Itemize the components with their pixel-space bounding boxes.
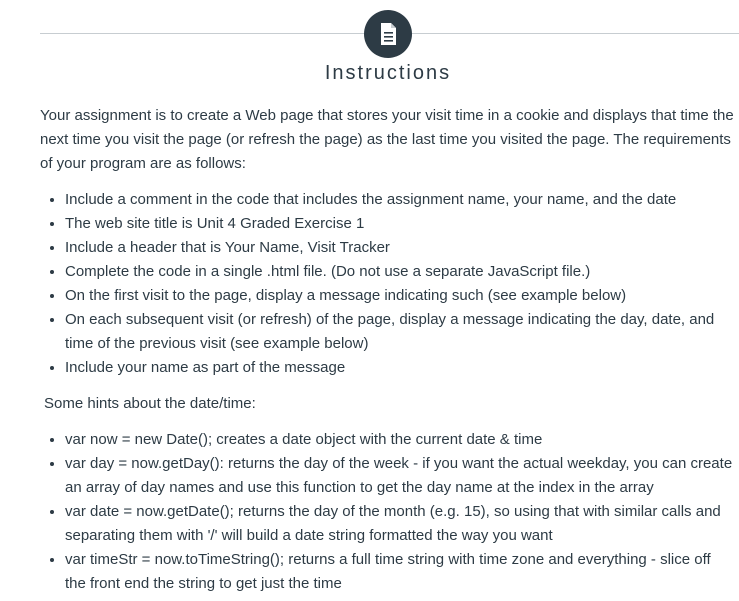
hint-item: • var timeStr = now.toTimeString(); returns a full time string with time zone and everything - slice off the front end the string to get just the time (65, 548, 735, 596)
hint-item: • var day = now.getDay(): returns the day of the week - if you want the actual weekday, you can create an array of day names and use this function to get the day name at the index in the array (65, 452, 735, 500)
hints-list (40, 428, 735, 596)
requirement-item: • Complete the code in a single .html file. (Do not use a separate JavaScript file.) (65, 260, 735, 284)
requirement-item: • On the first visit to the page, display a message indicating such (see example below) (65, 284, 735, 308)
requirement-item: • Include a comment in the code that includes the assignment name, your name, and the date (65, 188, 735, 212)
hint-item: • var date = now.getDate(); returns the day of the month (e.g. 15), so using that with similar calls and separating them with '/' will build a date string formatted the way you want (65, 500, 735, 548)
requirement-item: • Include your name as part of the message (65, 356, 735, 380)
requirement-item: • On each subsequent visit (or refresh) of the page, display a message indicating the day, date, and time of the previous visit (see example below) (65, 308, 735, 356)
requirements-list (40, 188, 735, 380)
intro-paragraph: Your assignment is to create a Web page that stores your visit time in a cookie and displays that time the next time you visit the page (or refresh the page) as the last time you visited the page. The requirements of your program are as follows: (40, 107, 734, 172)
instructions-content (40, 104, 735, 601)
requirement-item: • Include a header that is Your Name, Visit Tracker (65, 236, 735, 260)
page-title: Instructions (324, 62, 452, 84)
document-icon (364, 10, 412, 58)
requirement-item: • The web site title is Unit 4 Graded Exercise 1 (65, 212, 735, 236)
hint-item: • var now = new Date(); creates a date object with the current date & time (65, 428, 735, 452)
hints-heading: Some hints about the date/time: (44, 395, 256, 412)
